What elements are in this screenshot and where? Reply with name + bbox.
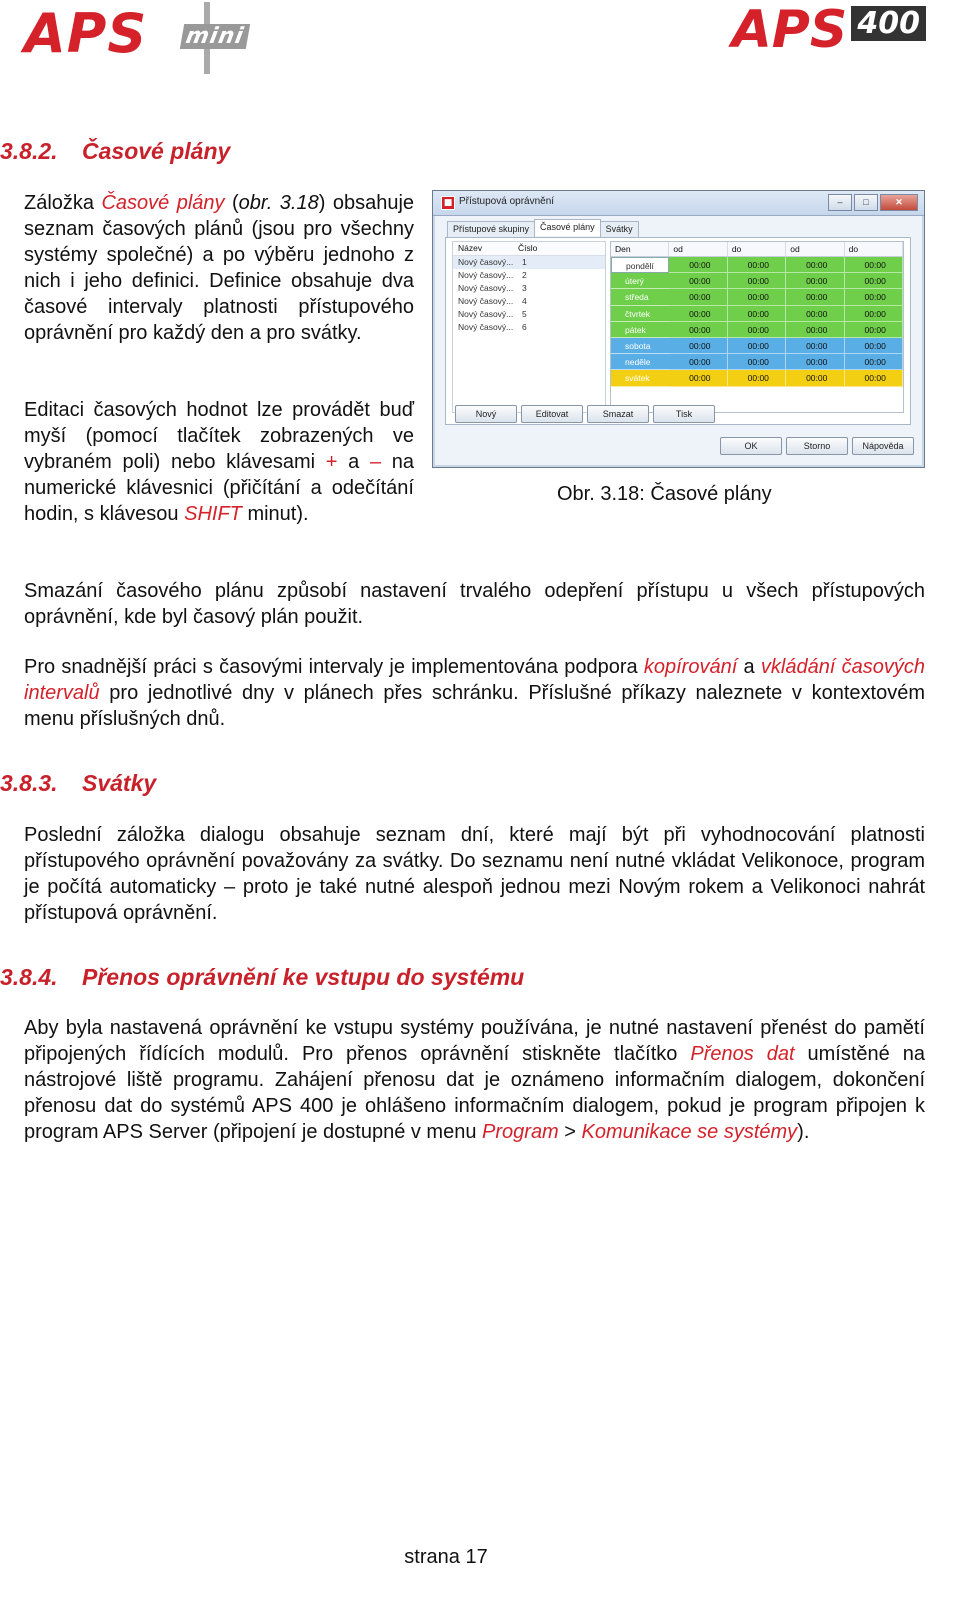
time-cell[interactable]: 00:00 (786, 289, 844, 305)
grid-row-5 (611, 338, 903, 354)
text: pro jednotlivé dny v plánech přes schránku. Příslušné příkazy naleznete v kontextovém menu příslušných dnů. (24, 682, 925, 730)
time-cell[interactable]: 00:00 (845, 354, 903, 370)
plan-name: Nový časový... (458, 270, 514, 280)
time-cell[interactable]: 00:00 (845, 322, 903, 338)
text: > (558, 1121, 582, 1143)
time-cell[interactable]: 00:00 (786, 354, 844, 370)
time-intervals-grid (610, 241, 904, 413)
time-cell[interactable]: 00:00 (669, 273, 727, 289)
text: a (737, 656, 761, 678)
time-cell[interactable]: 00:00 (845, 257, 903, 273)
tab-holidays[interactable]: Svátky (600, 221, 639, 238)
text: umístěné na nástrojové liště programu. Zahájení přenosu dat je oznámeno informačním dialogem, dokončení přenosu dat do systémů APS 400 je ohlášeno informačním dialogem, pokud je program připojen k program APS Server (připojení je dostupné v menu (24, 1043, 926, 1143)
time-cell[interactable]: 00:00 (669, 322, 727, 338)
grid-row-1 (611, 273, 903, 289)
figure-reference: obr. 3.18 (238, 192, 319, 214)
communication-menu-reference: Komunikace se systémy (581, 1121, 798, 1143)
grid-header-to-2: do (845, 242, 903, 256)
day-cell[interactable]: středa (611, 289, 669, 305)
grid-header-day: Den (611, 242, 669, 256)
logo-right-text: APS (731, 0, 848, 60)
text: ). (797, 1121, 810, 1143)
aps-mini-logo (24, 2, 246, 65)
plan-list-item[interactable] (453, 269, 605, 282)
new-button[interactable]: Nový (455, 405, 517, 423)
ok-button[interactable]: OK (720, 437, 782, 455)
shift-key: SHIFT (184, 503, 242, 525)
column-header-name[interactable]: Název (458, 243, 483, 253)
plan-number: 4 (522, 296, 527, 306)
plan-list-item[interactable] (453, 321, 605, 334)
plan-number: 2 (522, 270, 527, 280)
day-cell[interactable]: pátek (611, 322, 669, 338)
time-cell[interactable]: 00:00 (669, 370, 727, 386)
aps-400-logo (732, 0, 926, 60)
data-transfer-reference: Přenos dat (690, 1043, 795, 1065)
app-icon: ■ (441, 196, 455, 210)
section-number: 3.8.4. (0, 964, 58, 990)
time-cell[interactable]: 00:00 (786, 322, 844, 338)
help-button[interactable]: Nápověda (852, 437, 914, 455)
text: a (337, 451, 370, 473)
grid-row-2 (611, 289, 903, 305)
section-title: Svátky (82, 770, 157, 796)
time-cell[interactable]: 00:00 (845, 370, 903, 386)
grid-row-4 (611, 322, 903, 338)
grid-header-from-2: od (786, 242, 844, 256)
plans-list (452, 241, 606, 413)
section-title: Časové plány (82, 138, 231, 164)
day-cell[interactable]: sobota (611, 338, 669, 354)
text: na numerické klávesnici (přičítání a odečítání hodin, s klávesou (24, 451, 414, 525)
time-cell[interactable]: 00:00 (669, 289, 727, 305)
plan-number: 3 (522, 283, 527, 293)
time-cell[interactable]: 00:00 (728, 273, 786, 289)
day-cell[interactable]: úterý (611, 273, 669, 289)
paragraph-deletion: Smazání časového plánu způsobí nastavení trvalého odepření přístupu u všech přístupových oprávnění, kde byl časový plán použit. (24, 580, 925, 628)
day-cell[interactable]: čtvrtek (611, 306, 669, 322)
tab-access-groups[interactable]: Přístupové skupiny (447, 221, 535, 238)
plan-number: 1 (522, 257, 527, 267)
text: Editaci časových hodnot lze provádět buď myší (pomocí tlačítek zobrazených ve vybraném poli) nebo klávesami (24, 399, 414, 473)
text: Pro snadnější práci s časovými intervaly je implementována podpora (24, 656, 644, 678)
section-number: 3.8.2. (0, 138, 58, 164)
time-cell[interactable]: 00:00 (845, 289, 903, 305)
window-controls (828, 194, 918, 211)
text: ( (224, 192, 239, 214)
maximize-icon[interactable]: □ (854, 194, 878, 211)
time-cell[interactable]: 00:00 (845, 338, 903, 354)
time-cell[interactable]: 00:00 (669, 306, 727, 322)
minimize-icon[interactable]: – (828, 194, 852, 211)
logo-right-num: 400 (851, 6, 926, 41)
access-rights-dialog (432, 190, 925, 468)
time-cell[interactable]: 00:00 (669, 257, 727, 273)
text: Záložka (24, 192, 102, 214)
minus-key: – (369, 451, 382, 473)
paragraph-clipboard (24, 654, 925, 732)
tab-time-plans[interactable]: Časové plány (534, 219, 601, 236)
paragraph-holidays: Poslední záložka dialogu obsahuje seznam dní, které mají být při vyhodnocování platnosti přístupového oprávnění považovány za svátky. Do seznamu není nutné vkládat Velikonoce, program je počítá automaticky – proto je také nutné alespoň jednou mezi Novým rokem a Velikonoci nahrát přístupová oprávnění. (24, 824, 925, 924)
time-cell[interactable]: 00:00 (728, 370, 786, 386)
copy-command-reference: kopírování (643, 656, 738, 678)
plan-list-item[interactable] (453, 256, 605, 269)
cancel-button[interactable]: Storno (786, 437, 848, 455)
plan-name: Nový časový... (458, 283, 514, 293)
tab-reference: Časové plány (101, 192, 225, 214)
section-heading-3-8-4 (0, 964, 524, 991)
time-cell[interactable]: 00:00 (728, 354, 786, 370)
grid-header-to-1: do (728, 242, 786, 256)
section-number: 3.8.3. (0, 770, 58, 796)
dialog-tabs (447, 221, 638, 238)
grid-header-from-1: od (669, 242, 727, 256)
time-cell[interactable]: 00:00 (786, 338, 844, 354)
text: Aby byla nastavená oprávnění ke vstupu systémy používána, je nutné nastavení přenést do pamětí připojených řídících modulů. Pro přenos oprávnění stiskněte tlačítko (24, 1017, 925, 1065)
plan-number: 6 (522, 322, 527, 332)
time-cell[interactable]: 00:00 (728, 289, 786, 305)
time-cell[interactable]: 00:00 (845, 306, 903, 322)
text: ) obsahuje seznam časových plánů (jsou pro všechny systémy společné) a po výběru jednoho z nich i jeho definici. Definice obsahuje dva časové intervaly platnosti přístupového oprávnění pro každý den a pro svátky. (24, 192, 415, 344)
paragraph-transfer (24, 1015, 925, 1145)
page-number: strana 17 (404, 1546, 488, 1568)
dialog-titlebar (433, 191, 924, 216)
time-cell[interactable]: 00:00 (786, 306, 844, 322)
time-cell[interactable]: 00:00 (786, 257, 844, 273)
plan-list-item[interactable] (453, 282, 605, 295)
grid-header (611, 242, 903, 257)
text: minut). (241, 503, 309, 525)
plus-key: + (325, 451, 338, 473)
time-cell[interactable]: 00:00 (728, 306, 786, 322)
close-icon[interactable]: ✕ (880, 194, 918, 211)
figure-caption: Obr. 3.18: Časové plány (557, 483, 772, 505)
column-header-number[interactable]: Číslo (518, 243, 538, 253)
print-button[interactable]: Tisk (653, 405, 715, 423)
time-cell[interactable]: 00:00 (786, 370, 844, 386)
program-menu-reference: Program (482, 1121, 559, 1143)
plans-list-header (453, 242, 605, 256)
time-cell[interactable]: 00:00 (845, 273, 903, 289)
plan-list-item[interactable] (453, 295, 605, 308)
grid-row-0 (611, 257, 903, 273)
grid-row-7 (611, 370, 903, 386)
plan-number: 5 (522, 309, 527, 319)
edit-button[interactable]: Editovat (521, 405, 583, 423)
paragraph-editing (24, 397, 414, 527)
plan-name: Nový časový... (458, 322, 514, 332)
grid-row-3 (611, 306, 903, 322)
paste-command-reference: vkládání časových intervalů (24, 656, 925, 704)
grid-row-6 (611, 354, 903, 370)
time-cell[interactable]: 00:00 (728, 257, 786, 273)
plan-name: Nový časový... (458, 309, 514, 319)
plan-list-item[interactable] (453, 308, 605, 321)
plan-name: Nový časový... (458, 296, 514, 306)
dialog-title: Přístupová oprávnění (459, 196, 555, 207)
logo-left-sub: mini (180, 24, 250, 49)
day-cell[interactable]: neděle (611, 354, 669, 370)
paragraph-time-plans-intro (24, 190, 414, 346)
section-title: Přenos oprávnění ke vstupu do systému (82, 964, 525, 990)
logo-left-text: APS (24, 2, 148, 65)
day-cell[interactable]: svátek (611, 370, 669, 386)
time-cell[interactable]: 00:00 (786, 273, 844, 289)
time-cell[interactable]: 00:00 (669, 354, 727, 370)
time-cell[interactable]: 00:00 (728, 338, 786, 354)
section-heading-3-8-3 (0, 770, 156, 797)
section-heading-3-8-2 (0, 138, 230, 165)
time-plans-panel (445, 237, 911, 425)
time-cell[interactable]: 00:00 (669, 338, 727, 354)
day-cell[interactable]: pondělí (611, 257, 669, 273)
time-cell[interactable]: 00:00 (728, 322, 786, 338)
plan-name: Nový časový... (458, 257, 514, 267)
delete-button[interactable]: Smazat (587, 405, 649, 423)
